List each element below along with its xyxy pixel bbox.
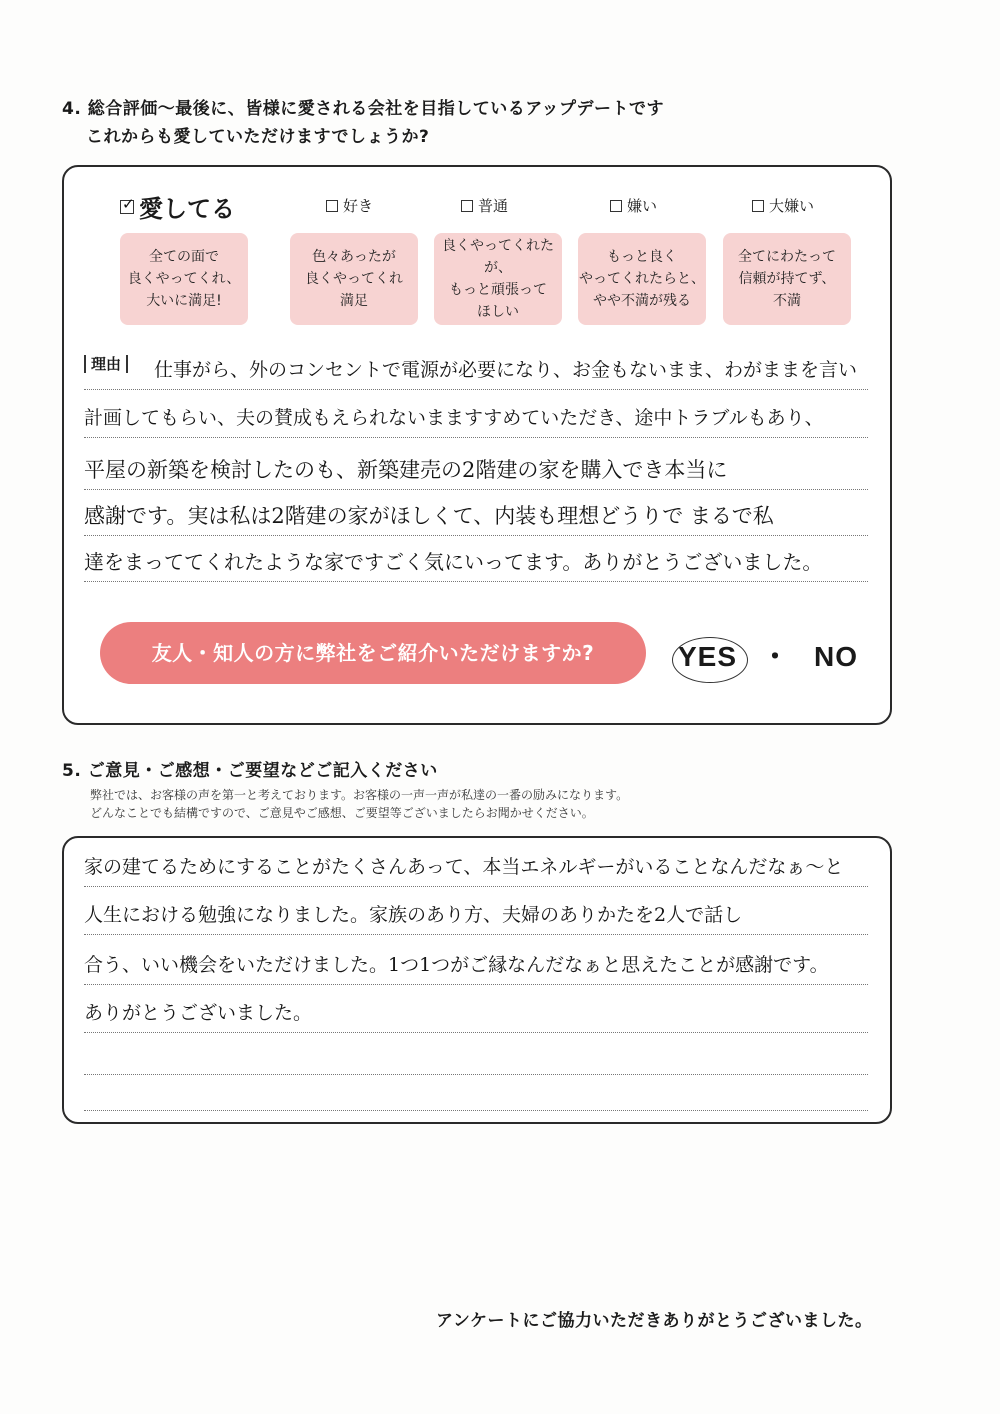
desc-line: 信頼が持てず、	[738, 271, 836, 287]
option-label: 好き	[343, 197, 374, 215]
q4-title: 4. 総合評価～最後に、皆様に愛される会社を目指しているアップデートです	[62, 99, 665, 119]
option-description	[578, 233, 706, 325]
option-description	[290, 233, 418, 325]
checkbox-hate[interactable]	[752, 200, 764, 212]
referral-answer	[678, 635, 858, 675]
option-dislike[interactable]	[610, 195, 657, 216]
desc-line: 良くやってくれたが、	[442, 238, 554, 276]
option-label: 愛してる	[139, 195, 235, 223]
yes-option[interactable]: YES	[678, 641, 738, 672]
desc-line: 全てにわたって	[738, 249, 836, 265]
reason-line: 計画してもらい、夫の賛成もえられないまますすめていただき、途中トラブルもあり、	[84, 399, 868, 438]
q5-title: 5. ご意見・ご感想・ご要望などご記入ください	[62, 761, 438, 781]
checkbox-like[interactable]	[326, 200, 338, 212]
checkbox-dislike[interactable]	[610, 200, 622, 212]
option-label: 嫌い	[627, 197, 658, 215]
separator: ・	[761, 641, 791, 672]
reason-line: 仕事がら、外のコンセントで電源が必要になり、お金もないまま、わがままを言い	[84, 351, 868, 390]
reason-line: 平屋の新築を検討したのも、新築建売の2階建の家を購入でき本当に	[84, 451, 868, 490]
answer-line: 合う、いい機会をいただけました。1つ1つがご縁なんだなぁと思えたことが感謝です。	[84, 946, 868, 985]
desc-line: 満足	[340, 293, 368, 309]
reason-line: 感謝です。実は私は2階建の家がほしくて、内装も理想どうりで まるで私	[84, 497, 868, 536]
no-option[interactable]: NO	[814, 641, 859, 672]
desc-line: やってくれたらと、	[579, 271, 705, 287]
desc-line: もっと良く	[607, 249, 677, 265]
answer-line	[84, 1036, 868, 1075]
reason-label: 理由	[84, 355, 128, 373]
option-description	[434, 233, 562, 325]
desc-line: 良くやってくれ、	[127, 271, 241, 287]
desc-line: 良くやってくれ	[305, 271, 403, 287]
desc-line: ほしい	[477, 304, 519, 320]
footer-thanks: アンケートにご協力いただきありがとうございました。	[436, 1311, 873, 1331]
referral-question: 友人・知人の方に弊社をご紹介いただけますか?	[100, 622, 646, 684]
checkbox-normal[interactable]	[461, 200, 473, 212]
answer-line: 家の建てるためにすることがたくさんあって、本当エネルギーがいることなんだなぁ～と	[84, 848, 868, 887]
option-label: 普通	[478, 197, 509, 215]
option-description	[723, 233, 851, 325]
desc-line: 不満	[773, 293, 801, 309]
q4-subtitle: これからも愛していただけますでしょうか?	[86, 127, 430, 147]
option-like[interactable]	[326, 195, 373, 216]
q5-description: 弊社では、お客様の声を第一と考えております。お客様の一声一声が私達の一番の励みになります。	[90, 788, 629, 802]
desc-line: 全ての面で	[149, 249, 219, 265]
reason-line: 達をまっててくれたような家ですごく気にいってます。ありがとうございました。	[84, 543, 868, 582]
answer-line	[84, 1072, 868, 1111]
q5-answer-box	[62, 836, 892, 1124]
desc-line: やや不満が残る	[593, 293, 691, 309]
desc-line: 大いに満足!	[146, 293, 222, 309]
answer-line: 人生における勉強になりました。家族のあり方、夫婦のありかたを2人で話し	[84, 896, 868, 935]
option-description	[120, 233, 248, 325]
desc-line: 色々あったが	[312, 249, 396, 265]
option-label: 大嫌い	[769, 197, 815, 215]
q5-description: どんなことでも結構ですので、ご意見やご感想、ご要望等ございましたらお聞かせください。	[90, 806, 594, 820]
checkbox-love[interactable]	[120, 194, 135, 214]
option-love[interactable]	[120, 189, 235, 224]
option-hate[interactable]	[752, 195, 814, 216]
desc-line: もっと頑張って	[449, 282, 547, 298]
option-normal[interactable]	[461, 195, 508, 216]
answer-line: ありがとうございました。	[84, 994, 868, 1033]
q4-answer-box	[62, 165, 892, 725]
checkmark-icon: ✓	[122, 194, 135, 213]
